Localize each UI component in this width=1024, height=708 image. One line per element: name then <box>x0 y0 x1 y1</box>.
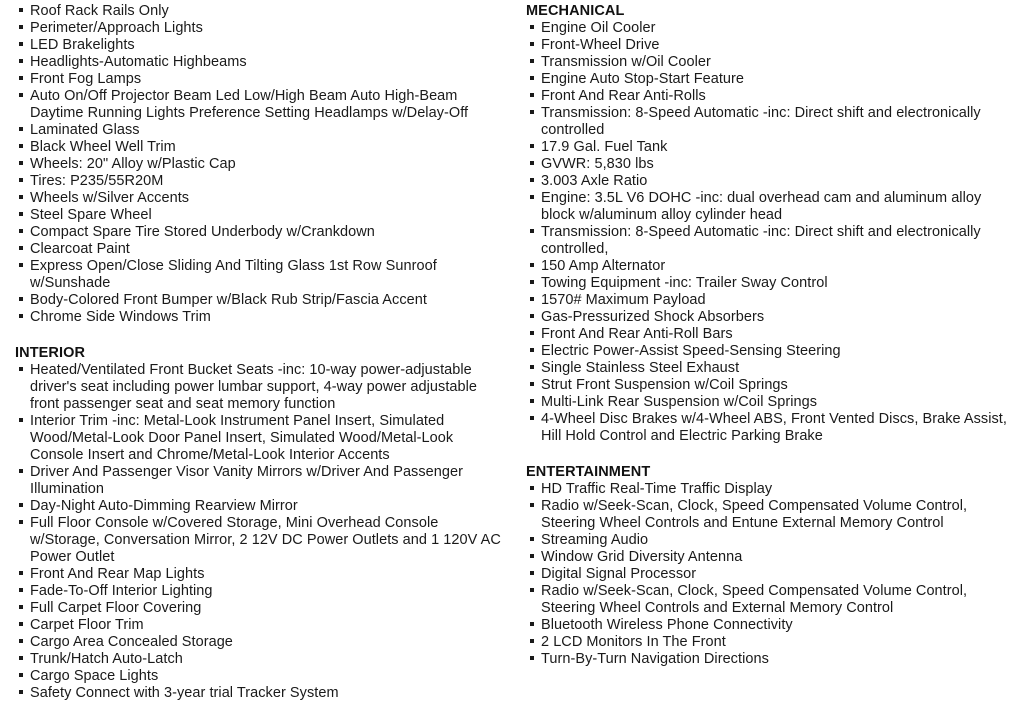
list-item: 150 Amp Alternator <box>526 258 1016 275</box>
list-item: Wheels w/Silver Accents <box>15 190 505 207</box>
list-item: GVWR: 5,830 lbs <box>526 156 1016 173</box>
list-item: Chrome Side Windows Trim <box>15 309 505 326</box>
right-column <box>526 3 1016 668</box>
list-item: Multi-Link Rear Suspension w/Coil Springs <box>526 394 1016 411</box>
list-item: Wheels: 20" Alloy w/Plastic Cap <box>15 156 505 173</box>
list-item: Radio w/Seek-Scan, Clock, Speed Compensated Volume Control, Steering Wheel Controls and External Memory Control <box>526 583 1016 617</box>
list-item: 4-Wheel Disc Brakes w/4-Wheel ABS, Front Vented Discs, Brake Assist, Hill Hold Control and Electric Parking Brake <box>526 411 1016 445</box>
list-item: Window Grid Diversity Antenna <box>526 549 1016 566</box>
left-column <box>15 3 505 702</box>
list-item: Transmission w/Oil Cooler <box>526 54 1016 71</box>
list-item: Auto On/Off Projector Beam Led Low/High Beam Auto High-Beam Daytime Running Lights Preference Setting Headlamps w/Delay-Off <box>15 88 505 122</box>
list-item: Engine Oil Cooler <box>526 20 1016 37</box>
list-item: Day-Night Auto-Dimming Rearview Mirror <box>15 498 505 515</box>
list-item: Engine: 3.5L V6 DOHC -inc: dual overhead cam and aluminum alloy block w/aluminum alloy cylinder head <box>526 190 1016 224</box>
exterior-list <box>15 3 505 326</box>
list-item: Single Stainless Steel Exhaust <box>526 360 1016 377</box>
list-item: Black Wheel Well Trim <box>15 139 505 156</box>
list-item: Laminated Glass <box>15 122 505 139</box>
list-item: Transmission: 8-Speed Automatic -inc: Direct shift and electronically controlled <box>526 105 1016 139</box>
list-item: Transmission: 8-Speed Automatic -inc: Direct shift and electronically controlled, <box>526 224 1016 258</box>
list-item: Fade-To-Off Interior Lighting <box>15 583 505 600</box>
list-item: Body-Colored Front Bumper w/Black Rub Strip/Fascia Accent <box>15 292 505 309</box>
list-item: Trunk/Hatch Auto-Latch <box>15 651 505 668</box>
list-item: Electric Power-Assist Speed-Sensing Steering <box>526 343 1016 360</box>
list-item: Perimeter/Approach Lights <box>15 20 505 37</box>
list-item: Headlights-Automatic Highbeams <box>15 54 505 71</box>
list-item: Front Fog Lamps <box>15 71 505 88</box>
list-item: Bluetooth Wireless Phone Connectivity <box>526 617 1016 634</box>
list-item: 17.9 Gal. Fuel Tank <box>526 139 1016 156</box>
list-item: Front And Rear Map Lights <box>15 566 505 583</box>
list-item: Digital Signal Processor <box>526 566 1016 583</box>
list-item: Compact Spare Tire Stored Underbody w/Crankdown <box>15 224 505 241</box>
list-item: Interior Trim -inc: Metal-Look Instrument Panel Insert, Simulated Wood/Metal-Look Door Panel Insert, Simulated Wood/Metal-Look Console Insert and Chrome/Metal-Look Interior Accents <box>15 413 505 464</box>
list-item: Carpet Floor Trim <box>15 617 505 634</box>
list-item: HD Traffic Real-Time Traffic Display <box>526 481 1016 498</box>
list-item: Engine Auto Stop-Start Feature <box>526 71 1016 88</box>
list-item: Full Floor Console w/Covered Storage, Mini Overhead Console w/Storage, Conversation Mirror, 2 12V DC Power Outlets and 1 120V AC Power Outlet <box>15 515 505 566</box>
interior-heading: INTERIOR <box>15 345 86 361</box>
entertainment-list <box>526 481 1016 668</box>
list-item: Express Open/Close Sliding And Tilting Glass 1st Row Sunroof w/Sunshade <box>15 258 505 292</box>
list-item: 2 LCD Monitors In The Front <box>526 634 1016 651</box>
list-item: LED Brakelights <box>15 37 505 54</box>
list-item: Radio w/Seek-Scan, Clock, Speed Compensated Volume Control, Steering Wheel Controls and Entune External Memory Control <box>526 498 1016 532</box>
list-item: Steel Spare Wheel <box>15 207 505 224</box>
list-item: Cargo Area Concealed Storage <box>15 634 505 651</box>
list-item: Gas-Pressurized Shock Absorbers <box>526 309 1016 326</box>
list-item: 1570# Maximum Payload <box>526 292 1016 309</box>
mechanical-heading: MECHANICAL <box>526 3 625 19</box>
list-item: Front And Rear Anti-Rolls <box>526 88 1016 105</box>
entertainment-heading: ENTERTAINMENT <box>526 464 651 480</box>
list-item: Front And Rear Anti-Roll Bars <box>526 326 1016 343</box>
list-item: Full Carpet Floor Covering <box>15 600 505 617</box>
section-gap <box>526 445 1016 464</box>
list-item: Heated/Ventilated Front Bucket Seats -inc: 10-way power-adjustable driver's seat including power lumbar support, 4-way power adjustable front passenger seat and seat memory function <box>15 362 505 413</box>
list-item: Tires: P235/55R20M <box>15 173 505 190</box>
interior-list <box>15 362 505 702</box>
list-item: Roof Rack Rails Only <box>15 3 505 20</box>
list-item: Driver And Passenger Visor Vanity Mirrors w/Driver And Passenger Illumination <box>15 464 505 498</box>
mechanical-list <box>526 20 1016 445</box>
list-item: Towing Equipment -inc: Trailer Sway Control <box>526 275 1016 292</box>
list-item: Turn-By-Turn Navigation Directions <box>526 651 1016 668</box>
section-gap <box>15 326 505 345</box>
list-item: Strut Front Suspension w/Coil Springs <box>526 377 1016 394</box>
list-item: Cargo Space Lights <box>15 668 505 685</box>
list-item: Safety Connect with 3-year trial Tracker System <box>15 685 505 702</box>
list-item: Clearcoat Paint <box>15 241 505 258</box>
list-item: Streaming Audio <box>526 532 1016 549</box>
list-item: 3.003 Axle Ratio <box>526 173 1016 190</box>
list-item: Front-Wheel Drive <box>526 37 1016 54</box>
